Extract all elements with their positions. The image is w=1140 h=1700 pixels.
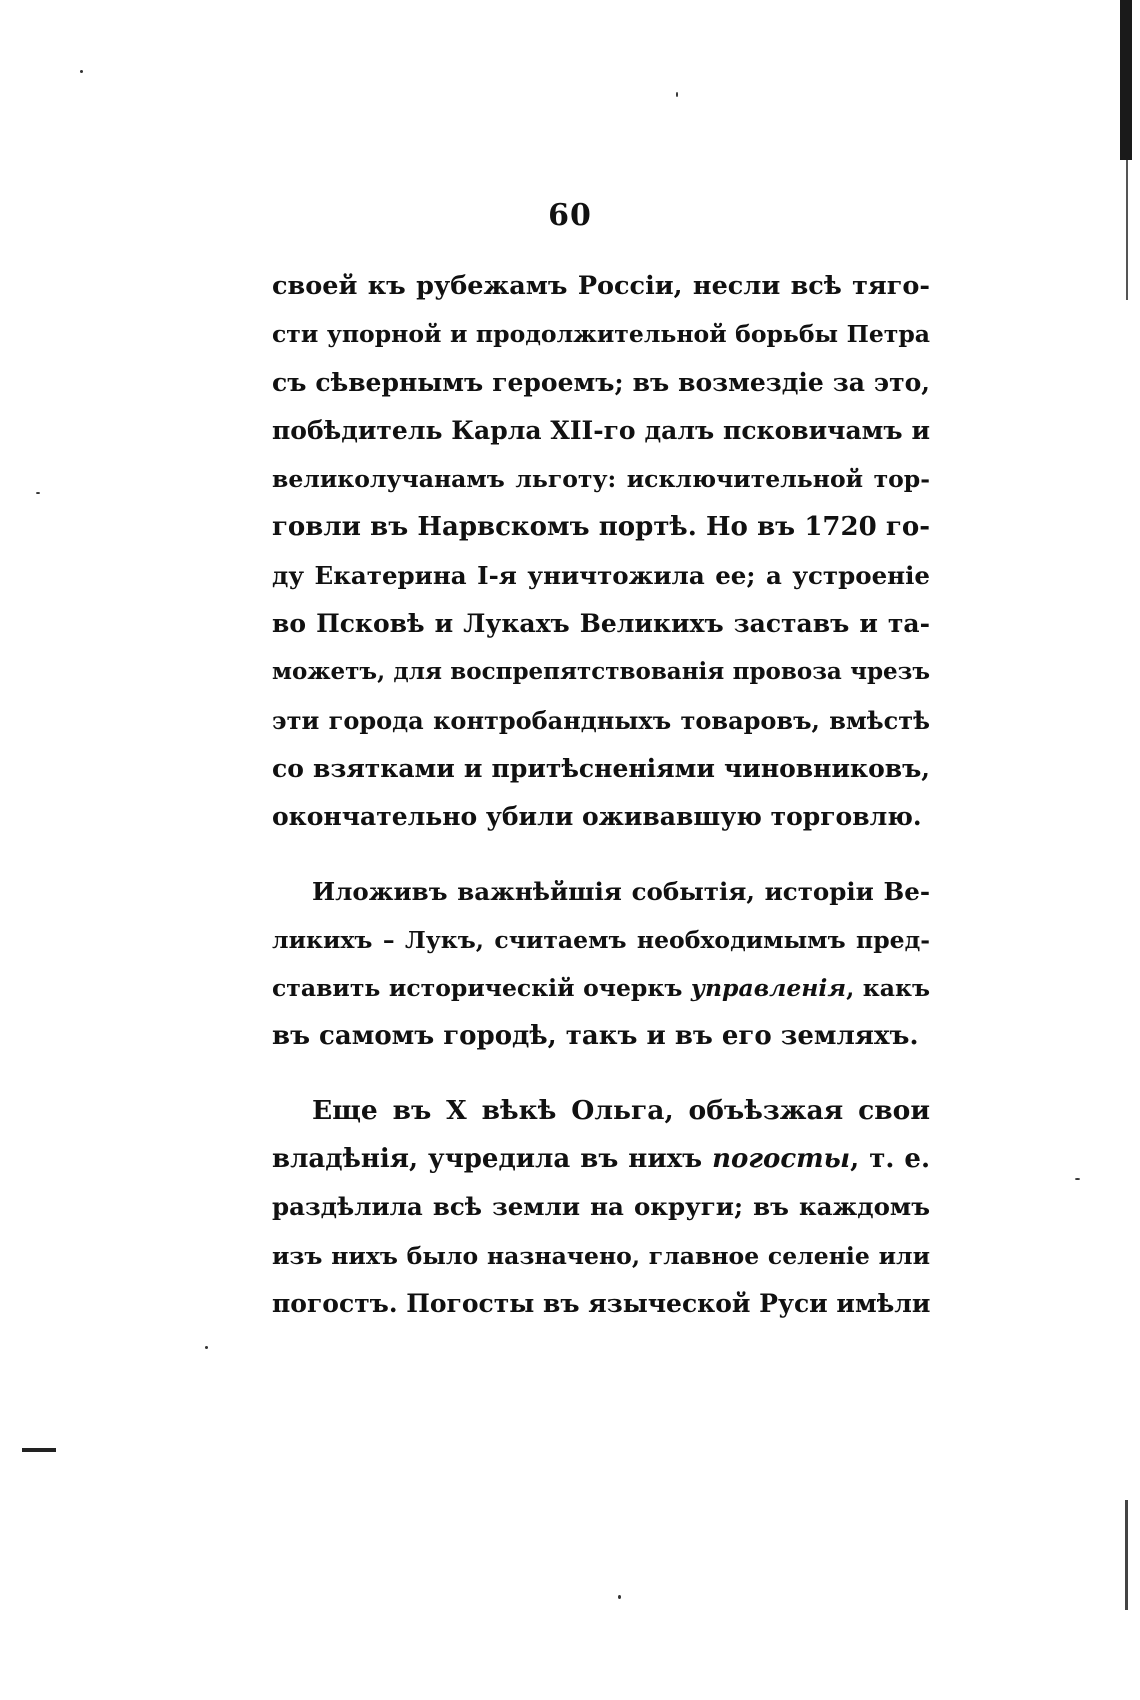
text-line: можетъ, для воспрепятствованія провоза чрезъ [272, 658, 930, 686]
scan-speck [36, 492, 40, 494]
paragraph-2 [272, 868, 930, 1061]
text-line: эти города контробандныхъ товаровъ, вмѣстѣ [272, 705, 930, 735]
text-run: ставить историческій очеркъ [272, 974, 691, 1003]
text-line: Еще въ X вѣкѣ Ольга, объѣзжая свои [312, 1094, 930, 1126]
text-run: , т. е. [850, 1144, 930, 1175]
text-line: ликихъ – Лукъ, считаемъ необходимымъ пред- [272, 925, 930, 954]
scan-speck [1075, 1178, 1080, 1180]
text-line [272, 964, 930, 1012]
scan-speck [676, 92, 678, 97]
text-line: сти упорной и продолжительной борьбы Петра [272, 320, 930, 349]
text-line: во Псковѣ и Лукахъ Великихъ заставъ и та- [272, 609, 930, 639]
scan-speck [205, 1346, 208, 1349]
text-line: своей къ рубежамъ Россіи, несли всѣ тяго- [272, 271, 930, 301]
emphasis-text: погосты [712, 1144, 851, 1175]
text-line: говли въ Нарвскомъ портѣ. Но въ 1720 го- [272, 512, 930, 543]
text-line: въ самомъ городѣ, такъ и въ его земляхъ. [272, 1021, 919, 1052]
text-run: , какъ [846, 974, 930, 1003]
text-line: великолучанамъ льготу: исключительной тор- [272, 465, 930, 494]
text-line: окончательно убили оживавшую торговлю. [272, 802, 922, 832]
text-line: со взятками и притѣсненіями чиновниковъ, [272, 753, 930, 783]
text-line: ду Екатерина I-я уничтожила ее; а устроеніе [272, 560, 930, 590]
page-edge-line-bottom [1125, 1500, 1128, 1610]
scan-mark [22, 1448, 56, 1452]
page-edge-shadow [1120, 0, 1132, 160]
body-text [272, 262, 930, 1328]
scan-speck [80, 70, 83, 73]
text-line: побѣдитель Карла XII-го далъ псковичамъ и [272, 415, 930, 445]
text-line: раздѣлила всѣ земли на округи; въ каждомъ [272, 1192, 930, 1222]
paragraph-3 [272, 1087, 930, 1328]
text-line [272, 1135, 930, 1183]
paragraph-1 [272, 262, 930, 842]
emphasis-text: управленія [690, 974, 847, 1003]
scan-speck [618, 1595, 621, 1599]
text-line: погостъ. Погосты въ языческой Руси имѣли [272, 1288, 930, 1318]
text-line: Иложивъ важнѣйшія событія, исторіи Ве- [312, 876, 930, 906]
page-number: 60 [548, 198, 592, 233]
text-line: съ сѣвернымъ героемъ; въ возмездіе за это, [272, 367, 930, 397]
text-line: изъ нихъ было назначено, главное селеніе или [272, 1241, 930, 1270]
text-run: владѣнія, учредила въ нихъ [272, 1144, 713, 1175]
